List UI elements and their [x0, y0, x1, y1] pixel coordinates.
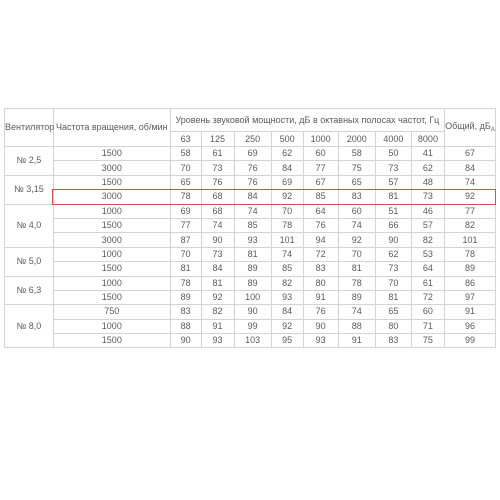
header-freq: 8000 [411, 132, 444, 147]
level-cell: 70 [271, 204, 303, 218]
total-cell: 82 [444, 218, 495, 232]
level-cell: 46 [411, 204, 444, 218]
level-cell: 60 [303, 147, 338, 161]
level-cell: 65 [375, 305, 411, 319]
speed-cell: 1000 [53, 204, 170, 218]
level-cell: 69 [234, 147, 271, 161]
header-power-level: Уровень звуковой мощности, дБ в октавных полосах частот, Гц [170, 109, 444, 132]
speed-cell: 1000 [53, 276, 170, 290]
level-cell: 69 [170, 204, 201, 218]
header-freq: 1000 [303, 132, 338, 147]
level-cell: 76 [303, 305, 338, 319]
total-cell: 89 [444, 262, 495, 276]
level-cell: 83 [303, 262, 338, 276]
level-cell: 93 [201, 334, 234, 348]
level-cell: 82 [201, 305, 234, 319]
level-cell: 81 [170, 262, 201, 276]
header-total-text: Общий, дБ [445, 121, 491, 131]
level-cell: 62 [271, 147, 303, 161]
level-cell: 62 [375, 247, 411, 261]
level-cell: 70 [170, 161, 201, 175]
total-cell: 74 [444, 175, 495, 189]
level-cell: 93 [271, 290, 303, 304]
total-cell: 77 [444, 204, 495, 218]
header-freq: 63 [170, 132, 201, 147]
fan-size-cell: № 8,0 [5, 305, 54, 348]
level-cell: 74 [271, 247, 303, 261]
table-row [5, 305, 496, 319]
level-cell: 85 [271, 262, 303, 276]
level-cell: 93 [303, 334, 338, 348]
level-cell: 60 [411, 305, 444, 319]
fan-size-cell: № 2,5 [5, 147, 54, 176]
level-cell: 61 [411, 276, 444, 290]
level-cell: 73 [201, 247, 234, 261]
level-cell: 80 [303, 276, 338, 290]
level-cell: 83 [338, 190, 375, 204]
table-row [5, 161, 496, 175]
header-speed: Частота вращения, об/мин [53, 109, 170, 147]
table-row [5, 147, 496, 161]
level-cell: 84 [201, 262, 234, 276]
level-cell: 51 [375, 204, 411, 218]
table-row [5, 276, 496, 290]
table-body [5, 147, 496, 348]
level-cell: 68 [201, 204, 234, 218]
level-cell: 88 [170, 319, 201, 333]
level-cell: 91 [201, 319, 234, 333]
level-cell: 53 [411, 247, 444, 261]
level-cell: 82 [411, 233, 444, 247]
level-cell: 94 [303, 233, 338, 247]
level-cell: 95 [271, 334, 303, 348]
table-row [5, 262, 496, 276]
level-cell: 75 [338, 161, 375, 175]
table-row [5, 204, 496, 218]
level-cell: 68 [201, 190, 234, 204]
level-cell: 73 [201, 161, 234, 175]
speed-cell: 1500 [53, 334, 170, 348]
level-cell: 72 [303, 247, 338, 261]
header-freq: 4000 [375, 132, 411, 147]
table-row-highlighted [5, 190, 496, 204]
speed-cell: 1500 [53, 175, 170, 189]
total-cell: 96 [444, 319, 495, 333]
table-row [5, 218, 496, 232]
fan-size-cell: № 4,0 [5, 204, 54, 247]
level-cell: 93 [234, 233, 271, 247]
level-cell: 74 [338, 218, 375, 232]
table-row [5, 175, 496, 189]
speed-cell: 1500 [53, 218, 170, 232]
level-cell: 88 [338, 319, 375, 333]
level-cell: 70 [375, 276, 411, 290]
table-row [5, 319, 496, 333]
level-cell: 89 [338, 290, 375, 304]
level-cell: 81 [338, 262, 375, 276]
level-cell: 74 [234, 204, 271, 218]
level-cell: 91 [338, 334, 375, 348]
level-cell: 70 [338, 247, 375, 261]
level-cell: 66 [375, 218, 411, 232]
level-cell: 90 [170, 334, 201, 348]
level-cell: 71 [411, 319, 444, 333]
total-cell: 97 [444, 290, 495, 304]
level-cell: 81 [375, 190, 411, 204]
level-cell: 100 [234, 290, 271, 304]
level-cell: 90 [234, 305, 271, 319]
level-cell: 77 [303, 161, 338, 175]
header-freq: 125 [201, 132, 234, 147]
header-freq: 250 [234, 132, 271, 147]
level-cell: 74 [338, 305, 375, 319]
level-cell: 73 [375, 262, 411, 276]
speed-cell: 750 [53, 305, 170, 319]
speed-cell: 3000 [53, 190, 170, 204]
level-cell: 84 [234, 190, 271, 204]
level-cell: 48 [411, 175, 444, 189]
level-cell: 87 [170, 233, 201, 247]
level-cell: 76 [201, 175, 234, 189]
level-cell: 83 [375, 334, 411, 348]
level-cell: 90 [303, 319, 338, 333]
level-cell: 91 [303, 290, 338, 304]
level-cell: 58 [170, 147, 201, 161]
header-freq: 2000 [338, 132, 375, 147]
table-row [5, 233, 496, 247]
level-cell: 80 [375, 319, 411, 333]
level-cell: 99 [234, 319, 271, 333]
level-cell: 72 [411, 290, 444, 304]
level-cell: 77 [170, 218, 201, 232]
level-cell: 84 [271, 305, 303, 319]
level-cell: 76 [234, 161, 271, 175]
level-cell: 103 [234, 334, 271, 348]
level-cell: 83 [170, 305, 201, 319]
level-cell: 73 [375, 161, 411, 175]
total-cell: 67 [444, 147, 495, 161]
level-cell: 85 [234, 218, 271, 232]
speed-cell: 1500 [53, 147, 170, 161]
speed-cell: 1000 [53, 247, 170, 261]
level-cell: 65 [170, 175, 201, 189]
table-row [5, 334, 496, 348]
fan-size-cell: № 3,15 [5, 175, 54, 204]
speed-cell: 3000 [53, 233, 170, 247]
level-cell: 78 [170, 190, 201, 204]
speed-cell: 1000 [53, 319, 170, 333]
level-cell: 81 [375, 290, 411, 304]
speed-cell: 1500 [53, 290, 170, 304]
total-cell: 78 [444, 247, 495, 261]
level-cell: 57 [411, 218, 444, 232]
fan-size-cell: № 5,0 [5, 247, 54, 276]
level-cell: 57 [375, 175, 411, 189]
header-fan: Вентилятор [5, 109, 54, 147]
level-cell: 89 [234, 276, 271, 290]
level-cell: 78 [338, 276, 375, 290]
level-cell: 89 [170, 290, 201, 304]
level-cell: 82 [271, 276, 303, 290]
level-cell: 76 [234, 175, 271, 189]
header-freq: 500 [271, 132, 303, 147]
level-cell: 65 [338, 175, 375, 189]
sound-power-table [4, 108, 496, 348]
level-cell: 58 [338, 147, 375, 161]
level-cell: 81 [234, 247, 271, 261]
header-total [444, 109, 495, 147]
level-cell: 61 [201, 147, 234, 161]
level-cell: 101 [271, 233, 303, 247]
header-total-sub: А [490, 127, 495, 133]
level-cell: 41 [411, 147, 444, 161]
level-cell: 84 [271, 161, 303, 175]
speed-cell: 3000 [53, 161, 170, 175]
level-cell: 69 [271, 175, 303, 189]
level-cell: 85 [303, 190, 338, 204]
total-cell: 86 [444, 276, 495, 290]
total-cell: 101 [444, 233, 495, 247]
level-cell: 67 [303, 175, 338, 189]
level-cell: 64 [303, 204, 338, 218]
total-cell: 84 [444, 161, 495, 175]
level-cell: 50 [375, 147, 411, 161]
level-cell: 78 [170, 276, 201, 290]
level-cell: 92 [201, 290, 234, 304]
level-cell: 92 [338, 233, 375, 247]
total-cell: 92 [444, 190, 495, 204]
level-cell: 81 [201, 276, 234, 290]
speed-cell: 1500 [53, 262, 170, 276]
table-row [5, 247, 496, 261]
level-cell: 92 [271, 319, 303, 333]
total-cell: 99 [444, 334, 495, 348]
noise-table-container [4, 108, 496, 348]
level-cell: 64 [411, 262, 444, 276]
level-cell: 76 [303, 218, 338, 232]
level-cell: 60 [338, 204, 375, 218]
level-cell: 90 [201, 233, 234, 247]
level-cell: 75 [411, 334, 444, 348]
level-cell: 62 [411, 161, 444, 175]
level-cell: 78 [271, 218, 303, 232]
level-cell: 74 [201, 218, 234, 232]
level-cell: 89 [234, 262, 271, 276]
table-row [5, 290, 496, 304]
level-cell: 92 [271, 190, 303, 204]
level-cell: 90 [375, 233, 411, 247]
level-cell: 73 [411, 190, 444, 204]
fan-size-cell: № 6,3 [5, 276, 54, 305]
level-cell: 70 [170, 247, 201, 261]
total-cell: 91 [444, 305, 495, 319]
